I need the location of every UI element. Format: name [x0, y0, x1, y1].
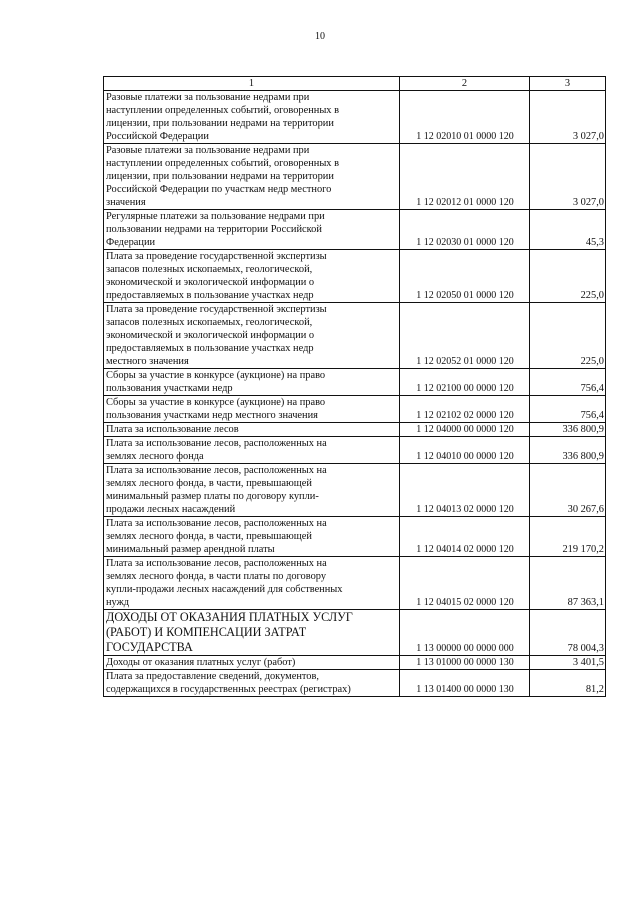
row-amount-cell: 30 267,6	[530, 464, 606, 517]
row-code-cell: 1 13 01000 00 0000 130	[400, 656, 530, 670]
row-name-cell: Плата за предоставление сведений, документов, содержащихся в государственных реестрах (регистрах)	[104, 670, 400, 697]
column-header-code: 2	[400, 77, 530, 91]
row-name-cell: Плата за использование лесов, расположенных на землях лесного фонда	[104, 437, 400, 464]
column-header-amount: 3	[530, 77, 606, 91]
revenue-table	[103, 76, 606, 697]
row-amount-cell: 3 027,0	[530, 91, 606, 144]
table-row	[104, 210, 606, 250]
row-code-cell: 1 12 04014 02 0000 120	[400, 517, 530, 557]
column-header-name: 1	[104, 77, 400, 91]
row-name-cell: Плата за использование лесов, расположенных на землях лесного фонда, в части, превышающей минимальный размер платы по договору купли- продажи лесных насаждений	[104, 464, 400, 517]
row-code-cell: 1 12 02100 00 0000 120	[400, 369, 530, 396]
row-amount-cell: 336 800,9	[530, 437, 606, 464]
row-code-cell: 1 12 02030 01 0000 120	[400, 210, 530, 250]
row-name-cell: Плата за проведение государственной экспертизы запасов полезных ископаемых, геологической, экономической и экологической информации о предоставляемых в пользование участках недр	[104, 250, 400, 303]
row-name-cell: Сборы за участие в конкурсе (аукционе) на право пользования участками недр местного значения	[104, 396, 400, 423]
row-amount-cell: 87 363,1	[530, 557, 606, 610]
page-number: 10	[315, 31, 325, 42]
row-code-cell: 1 12 02052 01 0000 120	[400, 303, 530, 369]
row-amount-cell: 45,3	[530, 210, 606, 250]
row-name-cell: Плата за использование лесов, расположенных на землях лесного фонда, в части, превышающей минимальный размер арендной платы	[104, 517, 400, 557]
table-row	[104, 303, 606, 369]
row-code-cell: 1 12 04013 02 0000 120	[400, 464, 530, 517]
row-name-cell: ДОХОДЫ ОТ ОКАЗАНИЯ ПЛАТНЫХ УСЛУГ (РАБОТ) И КОМПЕНСАЦИИ ЗАТРАТ ГОСУДАРСТВА	[104, 610, 400, 656]
row-code-cell: 1 13 00000 00 0000 000	[400, 610, 530, 656]
row-code-cell: 1 12 02102 02 0000 120	[400, 396, 530, 423]
row-name-cell: Плата за использование лесов	[104, 423, 400, 437]
table-row	[104, 656, 606, 670]
row-amount-cell: 336 800,9	[530, 423, 606, 437]
row-code-cell: 1 12 02050 01 0000 120	[400, 250, 530, 303]
row-amount-cell: 756,4	[530, 369, 606, 396]
table-row	[104, 670, 606, 697]
table-row	[104, 610, 606, 656]
row-code-cell: 1 13 01400 00 0000 130	[400, 670, 530, 697]
row-name-cell: Плата за использование лесов, расположенных на землях лесного фонда, в части платы по договору купли-продажи лесных насаждений для собственных нужд	[104, 557, 400, 610]
row-code-cell: 1 12 04010 00 0000 120	[400, 437, 530, 464]
row-amount-cell: 225,0	[530, 250, 606, 303]
table-row	[104, 464, 606, 517]
row-amount-cell: 81,2	[530, 670, 606, 697]
table-row	[104, 396, 606, 423]
row-amount-cell: 3 027,0	[530, 144, 606, 210]
table-row	[104, 517, 606, 557]
table-row	[104, 91, 606, 144]
table-header-row	[104, 77, 606, 91]
row-name-cell: Плата за проведение государственной экспертизы запасов полезных ископаемых, геологической, экономической и экологической информации о предоставляемых в пользование участках недр местного значения	[104, 303, 400, 369]
table-row	[104, 557, 606, 610]
row-amount-cell: 219 170,2	[530, 517, 606, 557]
row-amount-cell: 225,0	[530, 303, 606, 369]
row-name-cell: Доходы от оказания платных услуг (работ)	[104, 656, 400, 670]
table-row	[104, 423, 606, 437]
row-name-cell: Разовые платежи за пользование недрами при наступлении определенных событий, оговоренных в лицензии, при пользовании недрами на территории Российской Федерации по участкам недр местного значения	[104, 144, 400, 210]
table-row	[104, 250, 606, 303]
row-code-cell: 1 12 04000 00 0000 120	[400, 423, 530, 437]
table-row	[104, 369, 606, 396]
row-name-cell: Сборы за участие в конкурсе (аукционе) на право пользования участками недр	[104, 369, 400, 396]
row-amount-cell: 756,4	[530, 396, 606, 423]
table-row	[104, 437, 606, 464]
row-code-cell: 1 12 04015 02 0000 120	[400, 557, 530, 610]
row-code-cell: 1 12 02012 01 0000 120	[400, 144, 530, 210]
table-row	[104, 144, 606, 210]
row-amount-cell: 78 004,3	[530, 610, 606, 656]
row-name-cell: Разовые платежи за пользование недрами при наступлении определенных событий, оговоренных в лицензии, при пользовании недрами на территории Российской Федерации	[104, 91, 400, 144]
row-name-cell: Регулярные платежи за пользование недрами при пользовании недрами на территории Российской Федерации	[104, 210, 400, 250]
row-code-cell: 1 12 02010 01 0000 120	[400, 91, 530, 144]
table-body	[104, 91, 606, 697]
row-amount-cell: 3 401,5	[530, 656, 606, 670]
